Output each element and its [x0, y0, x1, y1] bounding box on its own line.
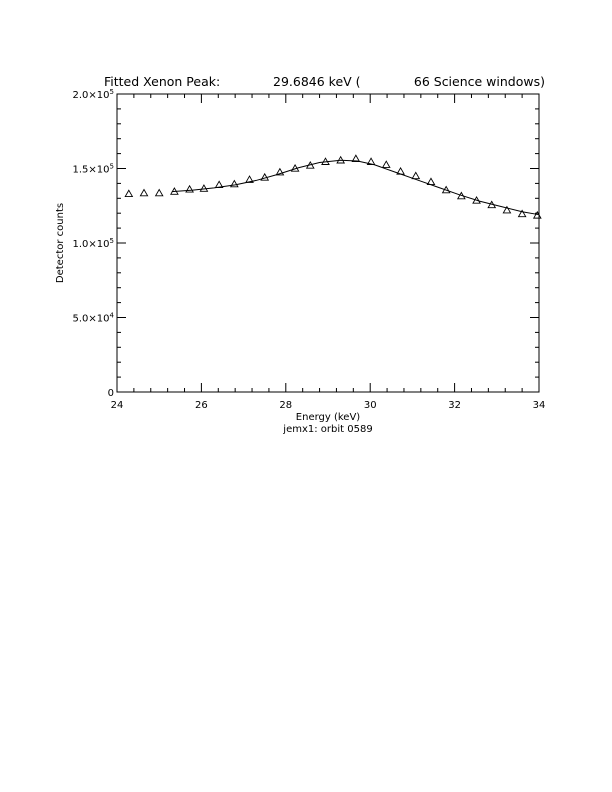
data-point — [383, 161, 390, 167]
x-tick-label: 24 — [110, 400, 124, 411]
data-point — [125, 190, 132, 196]
y-tick-label — [73, 312, 115, 325]
x-tick-label: 34 — [532, 400, 546, 411]
plot-frame — [117, 94, 539, 392]
y-tick-label — [73, 88, 114, 101]
x-tick-label: 30 — [363, 400, 377, 411]
data-point — [200, 185, 207, 191]
y-tick-exponent: 5 — [109, 237, 114, 245]
y-tick-mantissa: 0 — [107, 388, 114, 399]
y-tick-exponent: 5 — [109, 162, 114, 171]
chart-title-prefix: Fitted Xenon Peak: — [104, 74, 221, 89]
data-point — [412, 172, 419, 178]
data-point — [231, 181, 238, 187]
data-point — [186, 186, 193, 192]
y-tick-mantissa: 1.5×10 — [72, 164, 110, 176]
chart-title-energy: 29.6846 keV ( — [273, 74, 361, 89]
x-axis-label: Energy (keV) — [295, 412, 361, 423]
chart-subtitle: jemx1: orbit 0589 — [283, 424, 373, 435]
y-tick-exponent: 4 — [109, 311, 114, 320]
x-tick-label: 28 — [279, 400, 293, 411]
data-point — [156, 189, 163, 195]
y-tick-mantissa: 2.0×10 — [72, 90, 110, 101]
y-tick-mantissa: 1.0×10 — [72, 239, 110, 250]
fit-curve — [172, 160, 539, 214]
y-tick-exponent: 5 — [109, 88, 114, 96]
y-tick-label — [108, 388, 114, 399]
y-tick-label — [73, 163, 114, 176]
x-axis-ticks — [111, 94, 546, 411]
chart-title — [104, 74, 545, 89]
data-points-layer — [125, 155, 541, 218]
y-axis-ticks — [73, 88, 539, 399]
data-point — [140, 189, 147, 195]
x-tick-label: 32 — [448, 400, 461, 411]
y-tick-label — [73, 237, 114, 250]
x-tick-label: 26 — [195, 400, 208, 411]
y-axis-label: Detector counts — [55, 202, 66, 284]
chart-title-windows: 66 Science windows) — [413, 74, 545, 89]
y-tick-mantissa: 5.0×10 — [72, 313, 110, 325]
fit-curve-layer — [172, 160, 539, 214]
